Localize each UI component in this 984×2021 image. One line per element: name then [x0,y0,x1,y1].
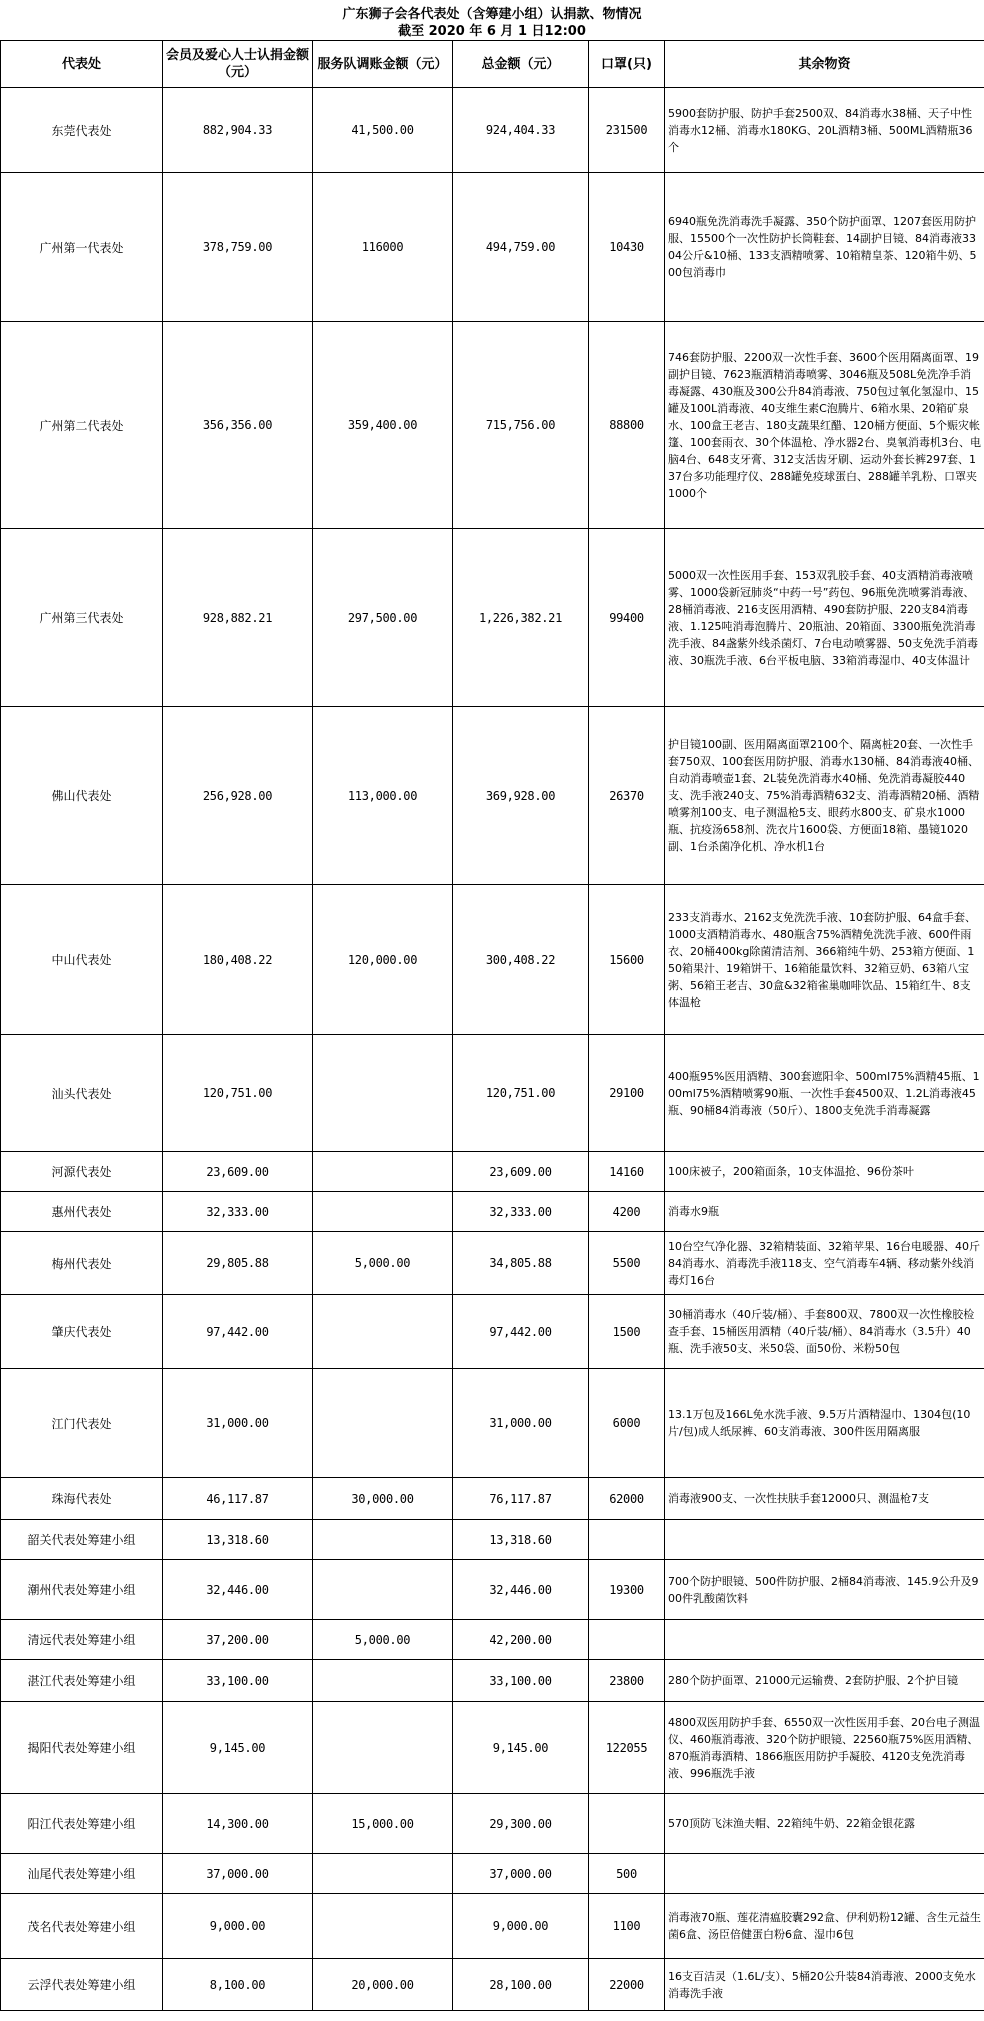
cell-total-amount: 23,609.00 [453,1152,589,1192]
cell-member-amount: 928,882.21 [163,529,313,707]
cell-other-items: 700个防护眼镜、500件防护服、2桶84消毒液、145.9公升及900件乳酸菌饮料 [665,1560,984,1620]
cell-office: 肇庆代表处 [1,1295,163,1369]
cell-masks: 6000 [589,1369,665,1478]
cell-office: 佛山代表处 [1,707,163,885]
cell-member-amount: 9,145.00 [163,1702,313,1794]
cell-member-amount: 23,609.00 [163,1152,313,1192]
table-row [1,1232,984,1295]
cell-office: 云浮代表处筹建小组 [1,1959,163,2011]
table-row [1,1660,984,1702]
cell-service-amount: 359,400.00 [313,322,453,529]
table-row [1,173,984,322]
cell-office: 茂名代表处筹建小组 [1,1894,163,1959]
table-row [1,322,984,529]
cell-member-amount: 8,100.00 [163,1959,313,2011]
cell-service-amount [313,1894,453,1959]
cell-other-items: 746套防护服、2200双一次性手套、3600个医用隔离面罩、19副护目镜、7623瓶酒精消毒喷雾、3046瓶及508L免洗净手消毒凝露、430瓶及300公升84消毒液、750包过氧化氢湿巾、15罐及100L消毒液、40支维生素C泡腾片、6箱水果、20箱矿泉水、100盒王老吉、180支蔬果红醋、120桶方便面、5个赈灾帐篷、100套雨衣、30个体温枪、净水器2台、臭氧消毒机3台、电脑4台、648支牙膏、312支活齿牙刷、运动外套长裤297套、137台多功能理疗仪、288罐免疫球蛋白、288罐羊乳粉、口罩夹1000个 [665,322,984,529]
cell-masks: 5500 [589,1232,665,1295]
table-row [1,1478,984,1520]
cell-service-amount [313,1702,453,1794]
cell-other-items: 13.1万包及166L免水洗手液、9.5万片酒精湿巾、1304包(10片/包)成人纸尿裤、60支消毒液、300件医用隔离服 [665,1369,984,1478]
cell-other-items: 护目镜100副、医用隔离面罩2100个、隔离桩20套、一次性手套750双、100套医用防护服、消毒水130桶、84消毒液40桶、自动消毒喷壶1套、2L装免洗消毒水40桶、免洗消毒凝胶440支、洗手液240支、75%消毒酒精632支、消毒酒精20桶、酒精喷雾剂100支、电子测温枪5支、眼药水800支、矿泉水1000瓶、抗疫汤658剂、洗衣片1600袋、方便面18箱、墨镜1020副、1台杀菌净化机、净水机1台 [665,707,984,885]
cell-office: 阳江代表处筹建小组 [1,1794,163,1854]
cell-office: 韶关代表处筹建小组 [1,1520,163,1560]
cell-total-amount: 9,145.00 [453,1702,589,1794]
cell-service-amount: 20,000.00 [313,1959,453,2011]
cell-member-amount: 46,117.87 [163,1478,313,1520]
cell-member-amount: 14,300.00 [163,1794,313,1854]
cell-member-amount: 378,759.00 [163,173,313,322]
cell-service-amount [313,1854,453,1894]
title-line-2: 截至 2020 年 6 月 1 日12:00 [398,24,586,39]
cell-other-items: 5900套防护服、防护手套2500双、84消毒水38桶、天子中性消毒水12桶、消毒水180KG、20L酒精3桶、500ML酒精瓶36个 [665,88,984,173]
cell-total-amount: 13,318.60 [453,1520,589,1560]
cell-office: 汕头代表处 [1,1035,163,1152]
cell-service-amount: 15,000.00 [313,1794,453,1854]
cell-service-amount [313,1660,453,1702]
cell-office: 中山代表处 [1,885,163,1035]
cell-other-items [665,1520,984,1560]
cell-masks: 10430 [589,173,665,322]
cell-masks: 19300 [589,1560,665,1620]
cell-other-items: 30桶消毒水（40斤装/桶）、手套800双、7800双一次性橡胶检查手套、15桶医用酒精（40斤装/桶）、84消毒水（3.5升）40瓶、洗手液50支、米50袋、面50份、米粉50包 [665,1295,984,1369]
cell-office: 清远代表处筹建小组 [1,1620,163,1660]
table-row [1,1152,984,1192]
table-row [1,1369,984,1478]
cell-total-amount: 924,404.33 [453,88,589,173]
cell-total-amount: 32,446.00 [453,1560,589,1620]
cell-office: 广州第一代表处 [1,173,163,322]
cell-total-amount: 32,333.00 [453,1192,589,1232]
cell-member-amount: 37,200.00 [163,1620,313,1660]
donation-table [0,40,984,2011]
table-row [1,707,984,885]
cell-other-items: 消毒液900支、一次性扶肤手套12000只、测温枪7支 [665,1478,984,1520]
header-member-amount: 会员及爱心人士认捐金额（元） [163,41,313,88]
cell-member-amount: 29,805.88 [163,1232,313,1295]
cell-member-amount: 9,000.00 [163,1894,313,1959]
cell-total-amount: 715,756.00 [453,322,589,529]
cell-masks: 122055 [589,1702,665,1794]
cell-total-amount: 97,442.00 [453,1295,589,1369]
cell-masks: 22000 [589,1959,665,2011]
cell-masks [589,1620,665,1660]
table-body [1,88,984,2011]
cell-service-amount [313,1152,453,1192]
cell-member-amount: 32,446.00 [163,1560,313,1620]
header-row [1,41,984,88]
cell-other-items [665,1854,984,1894]
cell-total-amount: 29,300.00 [453,1794,589,1854]
cell-member-amount: 120,751.00 [163,1035,313,1152]
cell-member-amount: 37,000.00 [163,1854,313,1894]
table-row [1,1959,984,2011]
cell-total-amount: 1,226,382.21 [453,529,589,707]
cell-total-amount: 33,100.00 [453,1660,589,1702]
cell-service-amount: 41,500.00 [313,88,453,173]
cell-total-amount: 120,751.00 [453,1035,589,1152]
cell-other-items: 400瓶95%医用酒精、300套遮阳伞、500ml75%酒精45瓶、100ml75%酒精喷雾90瓶、一次性手套4500双、1.2L消毒液45瓶、90桶84消毒液（50斤）、1800支免洗手消毒凝露 [665,1035,984,1152]
cell-masks: 1500 [589,1295,665,1369]
table-row [1,88,984,173]
cell-service-amount [313,1369,453,1478]
cell-service-amount [313,1295,453,1369]
title-line-1: 广东狮子会各代表处（含筹建小组）认捐款、物情况 [342,7,642,22]
table-row [1,1794,984,1854]
table-row [1,529,984,707]
cell-other-items: 10台空气净化器、32箱精装面、32箱苹果、16台电暖器、40斤84消毒水、消毒洗手液118支、空气消毒车4辆、移动紫外线消毒灯16台 [665,1232,984,1295]
header-total-amount: 总金额（元） [453,41,589,88]
table-row [1,1620,984,1660]
cell-service-amount: 116000 [313,173,453,322]
cell-total-amount: 34,805.88 [453,1232,589,1295]
cell-other-items: 280个防护面罩、21000元运输费、2套防护服、2个护目镜 [665,1660,984,1702]
table-row [1,885,984,1035]
cell-other-items: 消毒水9瓶 [665,1192,984,1232]
cell-masks: 4200 [589,1192,665,1232]
cell-office: 江门代表处 [1,1369,163,1478]
cell-masks: 1100 [589,1894,665,1959]
cell-service-amount: 5,000.00 [313,1620,453,1660]
cell-masks: 14160 [589,1152,665,1192]
table-row [1,1035,984,1152]
header-other-items: 其余物资 [665,41,984,88]
cell-office: 梅州代表处 [1,1232,163,1295]
cell-total-amount: 494,759.00 [453,173,589,322]
cell-masks: 500 [589,1854,665,1894]
cell-other-items: 570顶防飞沫渔夫帽、22箱纯牛奶、22箱金银花露 [665,1794,984,1854]
cell-masks: 29100 [589,1035,665,1152]
cell-office: 河源代表处 [1,1152,163,1192]
cell-office: 珠海代表处 [1,1478,163,1520]
cell-masks: 26370 [589,707,665,885]
cell-service-amount [313,1560,453,1620]
cell-other-items: 6940瓶免洗消毒洗手凝露、350个防护面罩、1207套医用防护服、15500个一次性防护长筒鞋套、14副护目镜、84消毒液3304公斤&10桶、133支酒精喷雾、10箱精皇茶、120箱牛奶、500包消毒巾 [665,173,984,322]
cell-service-amount [313,1035,453,1152]
cell-member-amount: 97,442.00 [163,1295,313,1369]
cell-office: 东莞代表处 [1,88,163,173]
cell-masks [589,1520,665,1560]
cell-masks: 62000 [589,1478,665,1520]
cell-masks: 231500 [589,88,665,173]
cell-total-amount: 76,117.87 [453,1478,589,1520]
cell-member-amount: 356,356.00 [163,322,313,529]
cell-total-amount: 9,000.00 [453,1894,589,1959]
header-office: 代表处 [1,41,163,88]
cell-office: 潮州代表处筹建小组 [1,1560,163,1620]
cell-masks: 88800 [589,322,665,529]
cell-total-amount: 31,000.00 [453,1369,589,1478]
cell-other-items: 5000双一次性医用手套、153双乳胶手套、40支酒精消毒液喷雾、1000袋新冠肺炎“中药一号”药包、96瓶免洗喷雾消毒液、28桶消毒液、216支医用酒精、490套防护服、220支84消毒液、1.125吨消毒泡腾片、20瓶油、20箱面、3300瓶免洗消毒洗手液、84盏紫外线杀菌灯、7台电动喷雾器、50支免洗手消毒液、30瓶洗手液、6台平板电脑、33箱消毒湿巾、40支体温计 [665,529,984,707]
cell-service-amount: 297,500.00 [313,529,453,707]
table-row [1,1702,984,1794]
cell-member-amount: 13,318.60 [163,1520,313,1560]
cell-service-amount [313,1192,453,1232]
cell-other-items: 233支消毒水、2162支免洗洗手液、10套防护服、64盒手套、1000支酒精消毒水、480瓶含75%酒精免洗洗手液、600件雨衣、20桶400kg除菌清洁剂、366箱纯牛奶、253箱方便面、150箱果汁、19箱饼干、16箱能量饮料、32箱豆奶、63箱八宝粥、56箱王老吉、30盒&32箱雀巢咖啡饮品、15箱红牛、8支体温枪 [665,885,984,1035]
cell-office: 汕尾代表处筹建小组 [1,1854,163,1894]
cell-service-amount: 30,000.00 [313,1478,453,1520]
cell-office: 广州第三代表处 [1,529,163,707]
document-title [0,0,984,40]
cell-service-amount [313,1520,453,1560]
table-row [1,1295,984,1369]
table-row [1,1894,984,1959]
cell-total-amount: 28,100.00 [453,1959,589,2011]
cell-office: 揭阳代表处筹建小组 [1,1702,163,1794]
cell-other-items: 100床被子，200箱面条，10支体温抢、96份茶叶 [665,1152,984,1192]
cell-member-amount: 882,904.33 [163,88,313,173]
cell-service-amount: 113,000.00 [313,707,453,885]
cell-masks: 23800 [589,1660,665,1702]
header-masks: 口罩(只) [589,41,665,88]
cell-total-amount: 37,000.00 [453,1854,589,1894]
cell-masks: 15600 [589,885,665,1035]
cell-office: 广州第二代表处 [1,322,163,529]
table-row [1,1520,984,1560]
cell-service-amount: 120,000.00 [313,885,453,1035]
cell-member-amount: 33,100.00 [163,1660,313,1702]
cell-member-amount: 180,408.22 [163,885,313,1035]
cell-other-items: 消毒液70瓶、莲花清瘟胶囊292盒、伊利奶粉12罐、含生元益生菌6盒、汤臣倍健蛋白粉6盒、湿巾6包 [665,1894,984,1959]
cell-other-items: 16支百洁灵（1.6L/支）、5桶20公升装84消毒液、2000支免水消毒洗手液 [665,1959,984,2011]
cell-masks: 99400 [589,529,665,707]
cell-total-amount: 369,928.00 [453,707,589,885]
cell-member-amount: 31,000.00 [163,1369,313,1478]
cell-office: 湛江代表处筹建小组 [1,1660,163,1702]
cell-member-amount: 32,333.00 [163,1192,313,1232]
cell-office: 惠州代表处 [1,1192,163,1232]
cell-member-amount: 256,928.00 [163,707,313,885]
table-row [1,1854,984,1894]
table-row [1,1192,984,1232]
table-row [1,1560,984,1620]
cell-masks [589,1794,665,1854]
cell-other-items [665,1620,984,1660]
cell-other-items: 4800双医用防护手套、6550双一次性医用手套、20台电子测温仪、460瓶消毒液、320个防护眼镜、22560瓶75%医用酒精、870瓶消毒酒精、1866瓶医用防护手凝胶、4120支免洗消毒液、996瓶洗手液 [665,1702,984,1794]
cell-total-amount: 300,408.22 [453,885,589,1035]
header-service-amount: 服务队调账金额（元） [313,41,453,88]
cell-total-amount: 42,200.00 [453,1620,589,1660]
cell-service-amount: 5,000.00 [313,1232,453,1295]
